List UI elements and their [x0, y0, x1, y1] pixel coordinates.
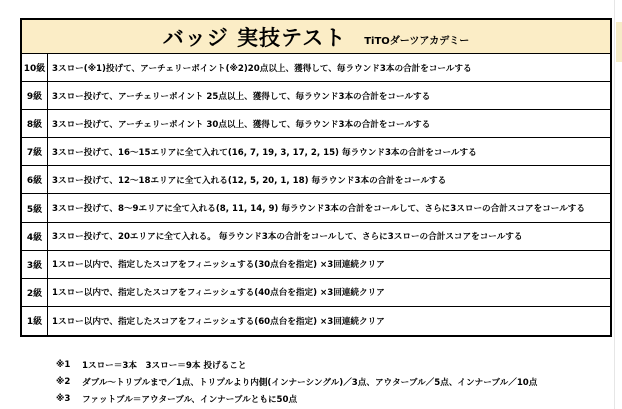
table-row [22, 110, 610, 138]
level-cell: 10級 [22, 54, 48, 81]
footnote-mark: ※1 [56, 359, 71, 370]
level-cell: 6級 [22, 166, 48, 193]
level-cell: 7級 [22, 138, 48, 165]
footnotes [56, 356, 537, 407]
sheet-edge-line [614, 0, 615, 409]
badge-test-table [20, 18, 612, 337]
requirement-cell: 1スロー以内で、指定したスコアをフィニッシュする(60点台を指定) ×3回連続クリア [52, 316, 385, 327]
footnote-text: 1スロー＝3本 3スロー＝9本 投げること [82, 360, 247, 371]
footnote [56, 390, 537, 407]
level-cell: 5級 [22, 194, 48, 221]
requirement-cell: 3スロー投げて、20エリアに全て入れる。 毎ラウンド3本の合計をコールして、さらに3スローの合計スコアをコールする [52, 232, 523, 243]
requirement-cell: 3スロー投げて、アーチェリーポイント 30点以上、獲得して、毎ラウンド3本の合計をコールする [52, 119, 431, 130]
table-row [22, 279, 610, 307]
requirement-cell: 3スロー投げて、12～18エリアに全て入れる(12, 5, 20, 1, 18) 毎ラウンド3本の合計をコールする [52, 175, 447, 186]
table-row [22, 194, 610, 222]
table-row [22, 138, 610, 166]
requirement-cell: 3スロー投げて、アーチェリーポイント 25点以上、獲得して、毎ラウンド3本の合計をコールする [52, 91, 431, 102]
requirement-cell: 1スロー以内で、指定したスコアをフィニッシュする(30点台を指定) ×3回連続クリア [52, 260, 385, 271]
requirement-cell: 3スロー(※1)投げて、アーチェリーポイント(※2)20点以上、獲得して、毎ラウンド3本の合計をコールする [52, 63, 472, 74]
requirement-cell: 3スロー投げて、8～9エリアに全て入れる(8, 11, 14, 9) 毎ラウンド3本の合計をコールして、さらに3スローの合計スコアをコールする [52, 204, 585, 215]
table-row [22, 54, 610, 82]
table-row [22, 82, 610, 110]
footnote-mark: ※2 [56, 376, 71, 387]
level-cell: 9級 [22, 82, 48, 109]
table-row [22, 307, 610, 335]
footnote-text: ファットブル＝アウターブル、インナーブルともに50点 [82, 394, 298, 405]
requirement-cell: 1スロー以内で、指定したスコアをフィニッシュする(40点台を指定) ×3回連続クリア [52, 288, 385, 299]
level-cell: 3級 [22, 251, 48, 278]
table-row [22, 251, 610, 279]
level-cell: 8級 [22, 110, 48, 137]
page-title: バッジ 実技テスト [162, 25, 347, 50]
requirement-cell: 3スロー投げて、16～15エリアに全て入れて(16, 7, 19, 3, 17, 2, 15) 毎ラウンド3本の合計をコールする [52, 147, 477, 158]
academy-name: TiTOダーツアカデミー [364, 36, 470, 47]
title-row [22, 20, 610, 54]
footnote-text: ダブル～トリプルまで／1点、トリプルより内側(インナーシングル)／3点、アウターブル／5点、インナーブル／10点 [82, 377, 538, 388]
level-cell: 2級 [22, 279, 48, 306]
table-row [22, 223, 610, 251]
level-cell: 1級 [22, 307, 48, 335]
footnote [56, 373, 537, 390]
adjacent-cell-fill [616, 22, 622, 62]
footnote [56, 356, 537, 373]
level-cell: 4級 [22, 223, 48, 250]
footnote-mark: ※3 [56, 393, 71, 404]
table-row [22, 166, 610, 194]
